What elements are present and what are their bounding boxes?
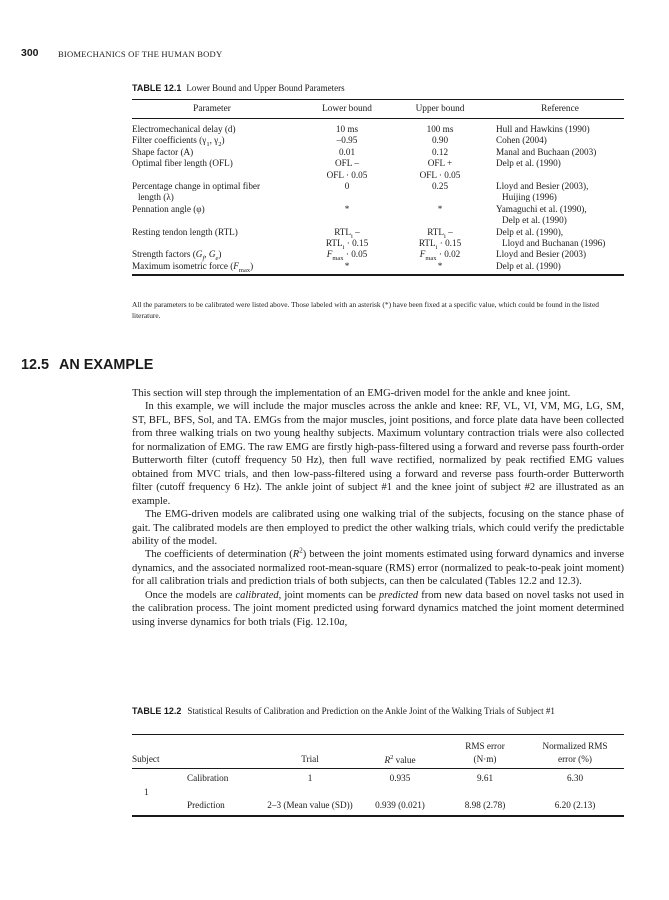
table2-cell-r2: 0.939 (0.021): [375, 800, 425, 810]
table1-cell-param: length (λ): [138, 192, 174, 203]
paragraph: The EMG-driven models are calibrated using one walking trial of the subjects, focusing on the stance phase of gait. The calibrated models are then employed to predict the other walking trials, which could verify the predictable ability of the model.: [132, 509, 624, 547]
paragraph: Once the models are calibrated, joint moments can be predicted from new data based on novel tasks not used in the calibration process. The joint moment predicted using forward dynamics matched the joint moment determined using inverse dynamics for both trials (Fig. 12.10a,: [132, 589, 624, 628]
table1-bottom-rule: [132, 274, 624, 276]
table1-caption: [132, 83, 345, 93]
table1-col-header: Reference: [541, 104, 579, 114]
table2-subject: 1: [144, 787, 149, 797]
table1-cell-ref: Huijing (1996): [502, 192, 557, 203]
table1-col-header: Upper bound: [415, 104, 465, 114]
table1-cell-lower: *: [344, 260, 350, 271]
table1-col-header: Lower bound: [322, 104, 372, 114]
table2-top-rule: [132, 734, 624, 735]
table1-cell-lower: OFL –: [335, 158, 359, 169]
table1-cell-ref: Delp et al. (1990): [496, 158, 561, 169]
table2-cell-trial: 1: [307, 773, 313, 783]
table2-label: TABLE 12.2: [132, 706, 182, 716]
table2-col-header: (N·m): [473, 754, 497, 764]
table2-caption: [132, 705, 624, 718]
table1-label: TABLE 12.1: [132, 83, 182, 93]
body-text: [132, 387, 624, 629]
table1-cell-ref: Lloyd and Besier (2003): [496, 249, 587, 260]
table1-cell-lower: $RTL_i$ –: [334, 226, 360, 240]
table1-cell-upper: $RTL_i \cdot 0.15$: [418, 238, 462, 251]
table1-cell-upper: OFL +: [427, 158, 453, 169]
table1-top-rule: [132, 99, 624, 100]
section-title: AN EXAMPLE: [59, 357, 154, 373]
table2-col-header: RMS error: [465, 741, 505, 751]
table1-cell-lower: OFL · 0.05: [326, 169, 368, 180]
table2-col-header: Normalized RMS: [542, 741, 608, 751]
table2-row-type: Prediction: [187, 800, 225, 810]
table1-cell-ref: Lloyd and Besier (2003),: [496, 181, 589, 191]
table1-cell-upper: $F_{max} \cdot 0.02$: [419, 249, 461, 263]
running-title: BIOMECHANICS OF THE HUMAN BODY: [58, 49, 223, 59]
section-number: 12.5: [21, 357, 50, 373]
table2-cell-rms: 8.98 (2.78): [464, 800, 506, 810]
table1-cell-upper: OFL · 0.05: [419, 169, 461, 180]
table1-cell-upper: $RTL_i$ –: [427, 226, 453, 240]
table1-cell-ref: Delp et al. (1990),: [496, 226, 564, 237]
paragraph: In this example, we will include the major muscles across the ankle and knee: RF, VL, VI, VM, MG, LG, SM, ST, BFL, BFS, Sol, and TA. EMGs from the major muscles, joint positions, and force plate data have been collected from three walking trials on two young healthy subjects. Maximum voluntary contraction trials were also collected for normalization of EMG. The raw EMG are firstly high-pass-filtered using a forward and reverse pass fourth-order Butterworth filter (cutoff frequency 50 Hz), then full wave rectified, normalized by peak rectified EMG values obtained from MVC trials, and then low-pass-filtered using a forward and reverse pass fourth-order Butterworth filter (cutoff frequency 6 Hz). The ankle joint of subject #1 and the knee joint of subject #2 are illustrated as an example.: [132, 401, 624, 507]
table1-cell-ref: Cohen (2004): [496, 135, 547, 146]
table1-cell-ref: Delp et al. (1990): [496, 260, 561, 271]
table1-footnote: All the parameters to be calibrated were listed above. Those labeled with an asterisk (*) have been fixed at a specific value, which could be found in the listed literature.: [132, 300, 599, 321]
table2-cell-trial: 2–3 (Mean value (SD)): [267, 800, 353, 810]
table1-cell-lower: –0.95: [336, 135, 358, 146]
table1-cell-ref: Manal and Buchaan (2003): [496, 146, 597, 157]
table2-cell-nrms: 6.30: [566, 773, 584, 783]
table2-bottom-rule: [132, 815, 624, 817]
section-heading: [21, 357, 153, 373]
table2-header-rule: [132, 768, 624, 769]
table1-cell-lower: 0.01: [338, 146, 356, 157]
table1-cell-lower: $F_{max} \cdot 0.05$: [326, 249, 368, 263]
table2-col-header: Subject: [132, 754, 160, 764]
table1-cell-param: Electromechanical delay (d): [132, 124, 236, 134]
table1-cell-upper: 0.25: [431, 181, 449, 191]
table2-cell-nrms: 6.20 (2.13): [554, 800, 596, 810]
page-number: 300: [21, 47, 39, 59]
table1-cell-ref: Lloyd and Buchanan (1996): [502, 238, 606, 248]
table1-cell-lower: *: [344, 203, 350, 214]
table1-cell-lower: $RTL_i \cdot 0.15$: [325, 238, 369, 251]
table2-row-type: Calibration: [187, 773, 229, 783]
table1-cell-ref: Hull and Hawkins (1990): [496, 124, 590, 134]
table1-cell-param: Percentage change in optimal fiber: [132, 181, 261, 191]
table1-caption-text: Lower Bound and Upper Bound Parameters: [186, 83, 345, 93]
table2-caption-text: Statistical Results of Calibration and Prediction on the Ankle Joint of the Walking Trials of Subject #1: [187, 706, 555, 716]
table1-cell-upper: 0.12: [431, 146, 449, 157]
table2-col-header: error (%): [558, 754, 592, 764]
table1-cell-upper: 100 ms: [426, 124, 454, 134]
table1-cell-upper: 0.90: [431, 135, 449, 146]
table1-cell-ref: Yamaguchi et al. (1990),: [496, 203, 587, 214]
table1-cell-param: Pennation angle (φ): [132, 203, 205, 214]
table1-cell-param: Optimal fiber length (OFL): [132, 158, 233, 169]
table1-cell-param: Maximum isometric force $(F_{max})$: [132, 260, 254, 274]
table1-cell-ref: Delp et al. (1990): [502, 215, 567, 226]
table1-cell-upper: *: [437, 203, 443, 214]
table1-cell-param: Strength factors ($G_f$, $G_e$): [132, 249, 222, 263]
table1-cell-lower: 0: [344, 181, 350, 191]
table2-cell-r2: 0.935: [389, 773, 411, 783]
paragraph: This section will step through the implementation of an EMG-driven model for the ankle and knee joint.: [132, 388, 571, 399]
paragraph: The coefficients of determination $(R^2)$ between the joint moments estimated using forward dynamics and inverse dynamics, and the associated normalized root-mean-square (RMS) error (normalized to peak-to-peak joint moment) for all calibration trials and prediction trials of both subjects, can then be calculated (Tables 12.2 and 12.3).: [132, 546, 624, 588]
table1-cell-upper: *: [437, 260, 443, 271]
table1-col-header: Parameter: [193, 104, 231, 114]
table1-cell-param: Resting tendon length (RTL): [132, 226, 238, 237]
table2-col-header: Trial: [301, 754, 319, 764]
table2-col-header: $R^2$ value: [384, 754, 416, 766]
table1-cell-param: Filter coefficients ($\gamma_1$, $\gamma_2$): [132, 135, 225, 149]
table1-cell-lower: 10 ms: [335, 124, 359, 134]
table2-cell-rms: 9.61: [476, 773, 494, 783]
table1-cell-param: Shape factor (A): [132, 146, 194, 157]
table1-header-rule: [132, 118, 624, 119]
